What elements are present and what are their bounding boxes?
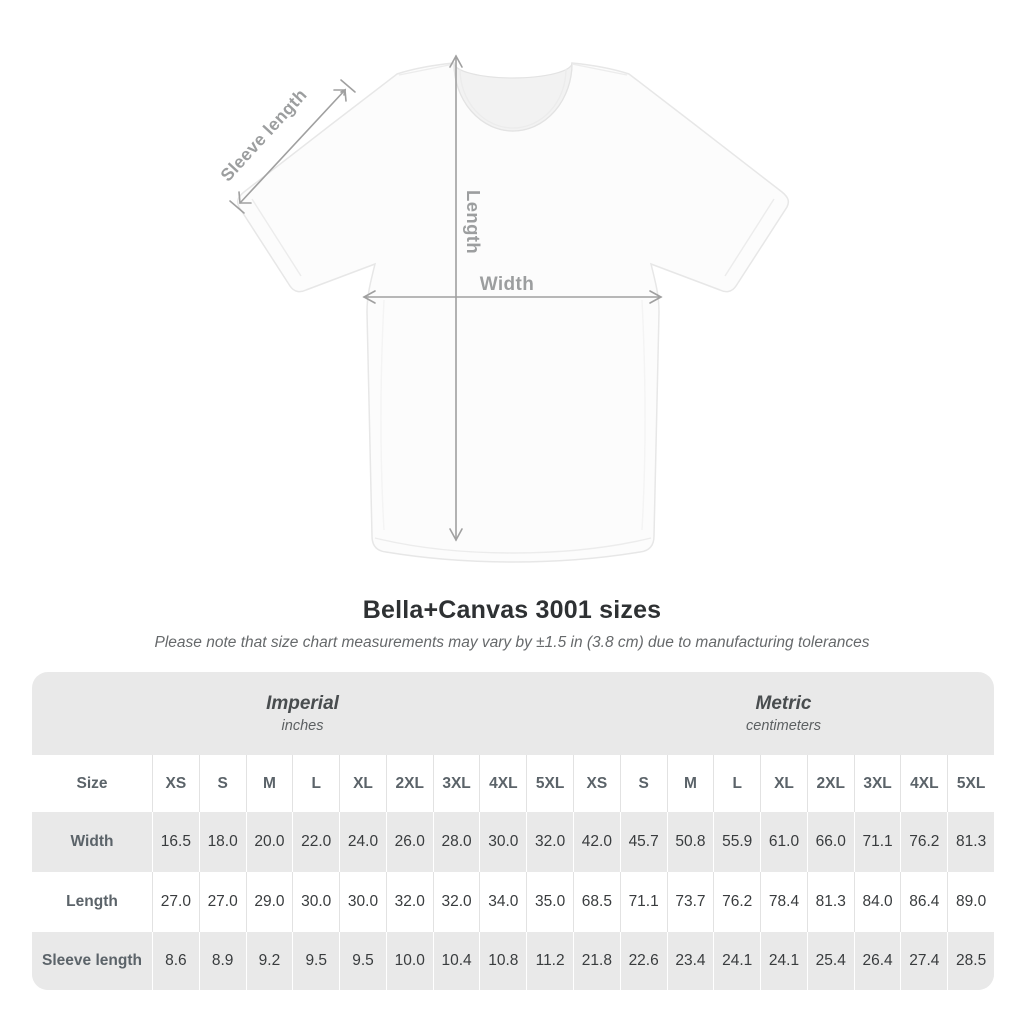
value-cell: 32.0	[433, 872, 480, 932]
size-header-cell: 3XL	[433, 755, 480, 812]
value-cell: 22.0	[292, 812, 339, 872]
size-table-rows	[32, 755, 994, 990]
size-header-cell: 2XL	[807, 755, 854, 812]
value-cell: 71.1	[620, 872, 667, 932]
value-cell: 32.0	[526, 812, 573, 872]
size-header-cell: 4XL	[900, 755, 947, 812]
size-header-cell: L	[713, 755, 760, 812]
value-cell: 55.9	[713, 812, 760, 872]
sleeve-length-label: Sleeve length	[216, 84, 311, 186]
value-cell: 21.8	[573, 932, 620, 990]
metric-label: Metric	[755, 693, 812, 714]
size-header-cell: XL	[760, 755, 807, 812]
value-cell: 81.3	[807, 872, 854, 932]
value-cell: 73.7	[667, 872, 714, 932]
value-cell: 78.4	[760, 872, 807, 932]
imperial-group-header	[32, 672, 573, 755]
row-label: Length	[66, 893, 118, 910]
table-row	[32, 812, 994, 872]
value-cell: 16.5	[152, 812, 199, 872]
value-cell: 27.0	[199, 872, 246, 932]
value-cell: 22.6	[620, 932, 667, 990]
value-cell: 9.5	[292, 932, 339, 990]
length-label: Length	[463, 190, 484, 255]
size-header-cell: 3XL	[854, 755, 901, 812]
value-cell: 23.4	[667, 932, 714, 990]
value-cell: 45.7	[620, 812, 667, 872]
size-header-cell: XL	[339, 755, 386, 812]
value-cell: 68.5	[573, 872, 620, 932]
value-cell: 24.0	[339, 812, 386, 872]
tshirt-graphic	[238, 63, 789, 562]
size-header-cell: M	[667, 755, 714, 812]
size-table	[32, 672, 994, 990]
value-cell: 8.9	[199, 932, 246, 990]
value-cell: 27.0	[152, 872, 199, 932]
value-cell: 66.0	[807, 812, 854, 872]
page-title: Bella+Canvas 3001 sizes	[362, 596, 662, 624]
value-cell: 30.0	[292, 872, 339, 932]
table-row	[32, 872, 994, 932]
value-cell: 76.2	[900, 812, 947, 872]
value-cell: 86.4	[900, 872, 947, 932]
size-header-cell: XS	[573, 755, 620, 812]
value-cell: 89.0	[947, 872, 994, 932]
value-cell: 32.0	[386, 872, 433, 932]
size-header-cell: S	[620, 755, 667, 812]
size-column-header: Size	[76, 774, 108, 792]
value-cell: 28.0	[433, 812, 480, 872]
width-label: Width	[479, 274, 535, 295]
value-cell: 20.0	[246, 812, 293, 872]
size-header-cell: 5XL	[947, 755, 994, 812]
value-cell: 30.0	[339, 872, 386, 932]
size-header-cell: 4XL	[479, 755, 526, 812]
value-cell: 8.6	[152, 932, 199, 990]
value-cell: 76.2	[713, 872, 760, 932]
size-header-cell: XS	[152, 755, 199, 812]
unit-group-header-row	[32, 672, 994, 755]
imperial-label: Imperial	[266, 693, 339, 714]
value-cell: 18.0	[199, 812, 246, 872]
value-cell: 35.0	[526, 872, 573, 932]
value-cell: 24.1	[713, 932, 760, 990]
value-cell: 42.0	[573, 812, 620, 872]
value-cell: 28.5	[947, 932, 994, 990]
value-cell: 84.0	[854, 872, 901, 932]
imperial-unit: inches	[281, 718, 324, 734]
row-label: Sleeve length	[42, 952, 142, 969]
value-cell: 61.0	[760, 812, 807, 872]
value-cell: 27.4	[900, 932, 947, 990]
page-subtitle: Please note that size chart measurements may vary by ±1.5 in (3.8 cm) due to manufacturing tolerances	[154, 634, 870, 651]
size-header-cell: L	[292, 755, 339, 812]
value-cell: 9.2	[246, 932, 293, 990]
value-cell: 81.3	[947, 812, 994, 872]
value-cell: 26.0	[386, 812, 433, 872]
size-header-cell: M	[246, 755, 293, 812]
value-cell: 34.0	[479, 872, 526, 932]
size-header-row	[32, 755, 994, 812]
metric-unit: centimeters	[746, 718, 821, 734]
table-row	[32, 932, 994, 990]
value-cell: 71.1	[854, 812, 901, 872]
value-cell: 29.0	[246, 872, 293, 932]
value-cell: 50.8	[667, 812, 714, 872]
row-label: Width	[70, 833, 114, 850]
size-header-cell: 5XL	[526, 755, 573, 812]
size-header-cell: 2XL	[386, 755, 433, 812]
value-cell: 26.4	[854, 932, 901, 990]
value-cell: 10.4	[433, 932, 480, 990]
value-cell: 24.1	[760, 932, 807, 990]
size-header-cell: S	[199, 755, 246, 812]
value-cell: 10.8	[479, 932, 526, 990]
value-cell: 10.0	[386, 932, 433, 990]
metric-group-header	[573, 672, 994, 755]
value-cell: 9.5	[339, 932, 386, 990]
value-cell: 25.4	[807, 932, 854, 990]
value-cell: 11.2	[526, 932, 573, 990]
value-cell: 30.0	[479, 812, 526, 872]
